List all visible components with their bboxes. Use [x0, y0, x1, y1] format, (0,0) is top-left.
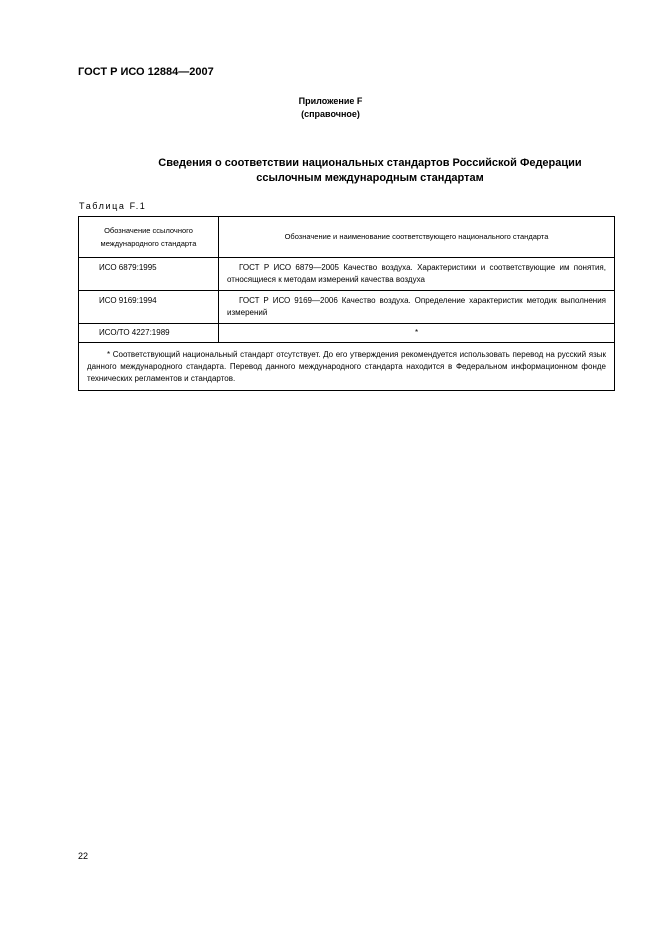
table-header-row	[79, 217, 615, 258]
national-standard-cell	[219, 291, 615, 324]
ref-standard-cell: ИСО 6879:1995	[79, 258, 219, 291]
page-number: 22	[78, 851, 89, 861]
section-title	[80, 156, 660, 186]
ref-standard-cell: ИСО/ТО 4227:1989	[79, 324, 219, 343]
table-footnote-row	[79, 343, 615, 391]
table-row	[79, 324, 615, 343]
document-code: ГОСТ Р ИСО 12884—2007	[78, 66, 214, 78]
ref-standard-cell: ИСО 9169:1994	[79, 291, 219, 324]
header-ref-line1: Обозначение ссылочного	[104, 226, 193, 235]
section-title-line1: Сведения о соответствии национальных стандартов Российской Федерации	[158, 157, 582, 169]
header-ref-line2: международного стандарта	[100, 239, 197, 248]
annex-heading	[0, 95, 661, 121]
national-standard-cell: *	[219, 324, 615, 343]
footnote-text: * Соответствующий национальный стандарт отсутствует. До его утверждения рекомендуется использовать перевод на русский язык данного международного стандарта. Перевод данного международного стандарта находится в Федеральном информационном фонде технических регламентов и стандартов.	[87, 350, 606, 383]
national-standard-cell	[219, 258, 615, 291]
header-national-standard: Обозначение и наименование соответствующего национального стандарта	[219, 217, 615, 258]
national-standard-text: ГОСТ Р ИСО 9169—2006 Качество воздуха. Определение характеристик методик выполнения измерений	[227, 296, 606, 317]
table-caption: Таблица F.1	[79, 201, 147, 211]
table-row	[79, 291, 615, 324]
table-footnote	[79, 343, 615, 391]
table-row	[79, 258, 615, 291]
header-ref-standard	[79, 217, 219, 258]
annex-subtitle: (справочное)	[301, 109, 360, 119]
annex-title: Приложение F	[298, 96, 363, 106]
section-title-line2: ссылочным международным стандартам	[256, 172, 484, 184]
national-standard-text: ГОСТ Р ИСО 6879—2005 Качество воздуха. Характеристики и соответствующие им понятия, относящиеся к методам измерений качества воздуха	[227, 263, 606, 284]
standards-table	[78, 216, 615, 391]
